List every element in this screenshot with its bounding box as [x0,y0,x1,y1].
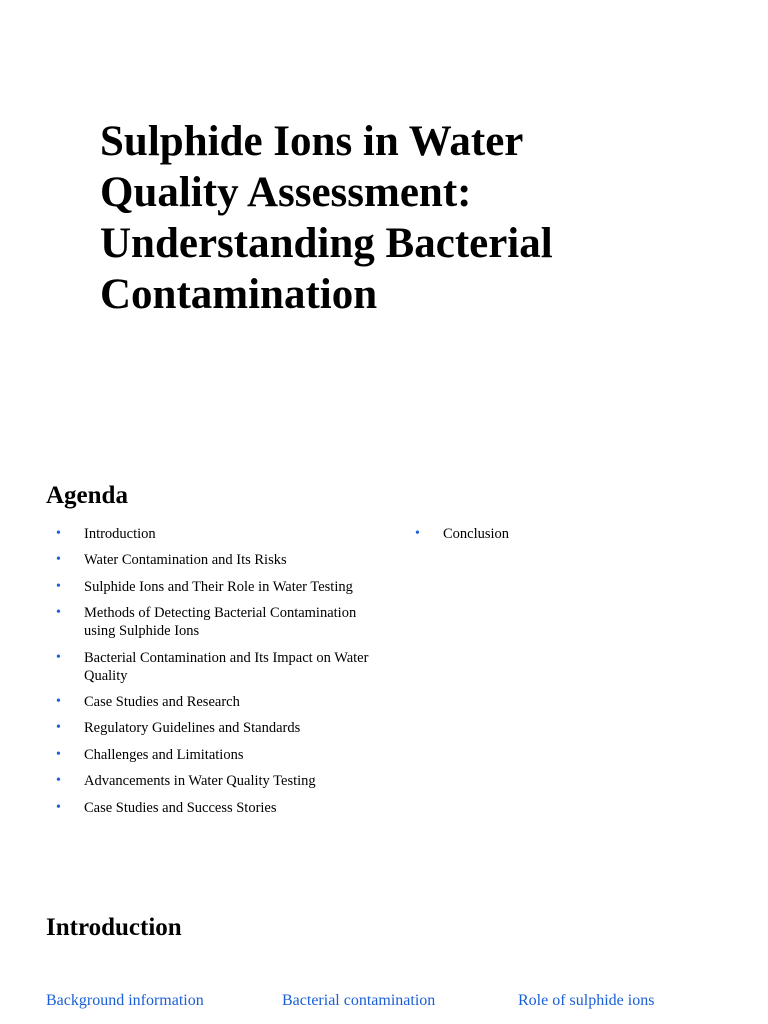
agenda-item-label: Introduction [84,526,156,542]
agenda-item-label: Methods of Detecting Bacterial Contamination using Sulphide Ions [84,605,357,640]
bullet-icon: • [56,526,61,541]
agenda-item [56,799,386,817]
bullet-icon: • [56,799,61,815]
agenda-item-label: Challenges and Limitations [84,746,244,763]
agenda-item [56,551,386,569]
bullet-icon: • [56,720,61,736]
agenda-heading: Agenda [46,482,128,509]
agenda-item [415,525,715,543]
agenda-item [56,693,386,711]
bullet-icon: • [56,693,61,709]
bullet-icon: • [56,605,61,621]
agenda-item [56,746,386,764]
agenda-item-label: Regulatory Guidelines and Standards [84,720,301,737]
introduction-heading: Introduction [46,914,182,941]
agenda-item [56,604,386,640]
agenda-item-label: Conclusion [443,526,510,542]
agenda-item [56,719,386,737]
introduction-links [0,990,768,1014]
background-information-link[interactable]: Background information [46,992,204,1009]
bullet-icon: • [56,578,61,594]
agenda-item-label: Bacterial Contamination and Its Impact on Water Quality [84,649,369,684]
agenda-item [56,772,386,790]
agenda-item-label: Water Contamination and Its Risks [84,552,287,569]
agenda-item-label: Case Studies and Success Stories [84,799,277,816]
agenda-item [56,525,386,543]
bullet-icon: • [415,526,420,541]
bullet-icon: • [56,649,61,665]
agenda-list-right [415,525,715,551]
agenda-list-left [56,525,386,825]
agenda-item-label: Sulphide Ions and Their Role in Water Testing [84,578,353,595]
agenda-item-label: Case Studies and Research [84,693,240,710]
bullet-icon: • [56,773,61,789]
document-title: Sulphide Ions in Water Quality Assessment: Understanding Bacterial Contamination [100,118,553,318]
agenda-item [56,578,386,596]
role-of-sulphide-ions-link[interactable]: Role of sulphide ions [518,992,655,1009]
agenda-item [56,649,386,685]
agenda-item-label: Advancements in Water Quality Testing [84,773,316,790]
bacterial-contamination-link[interactable]: Bacterial contamination [282,992,436,1009]
bullet-icon: • [56,746,61,762]
bullet-icon: • [56,552,61,568]
